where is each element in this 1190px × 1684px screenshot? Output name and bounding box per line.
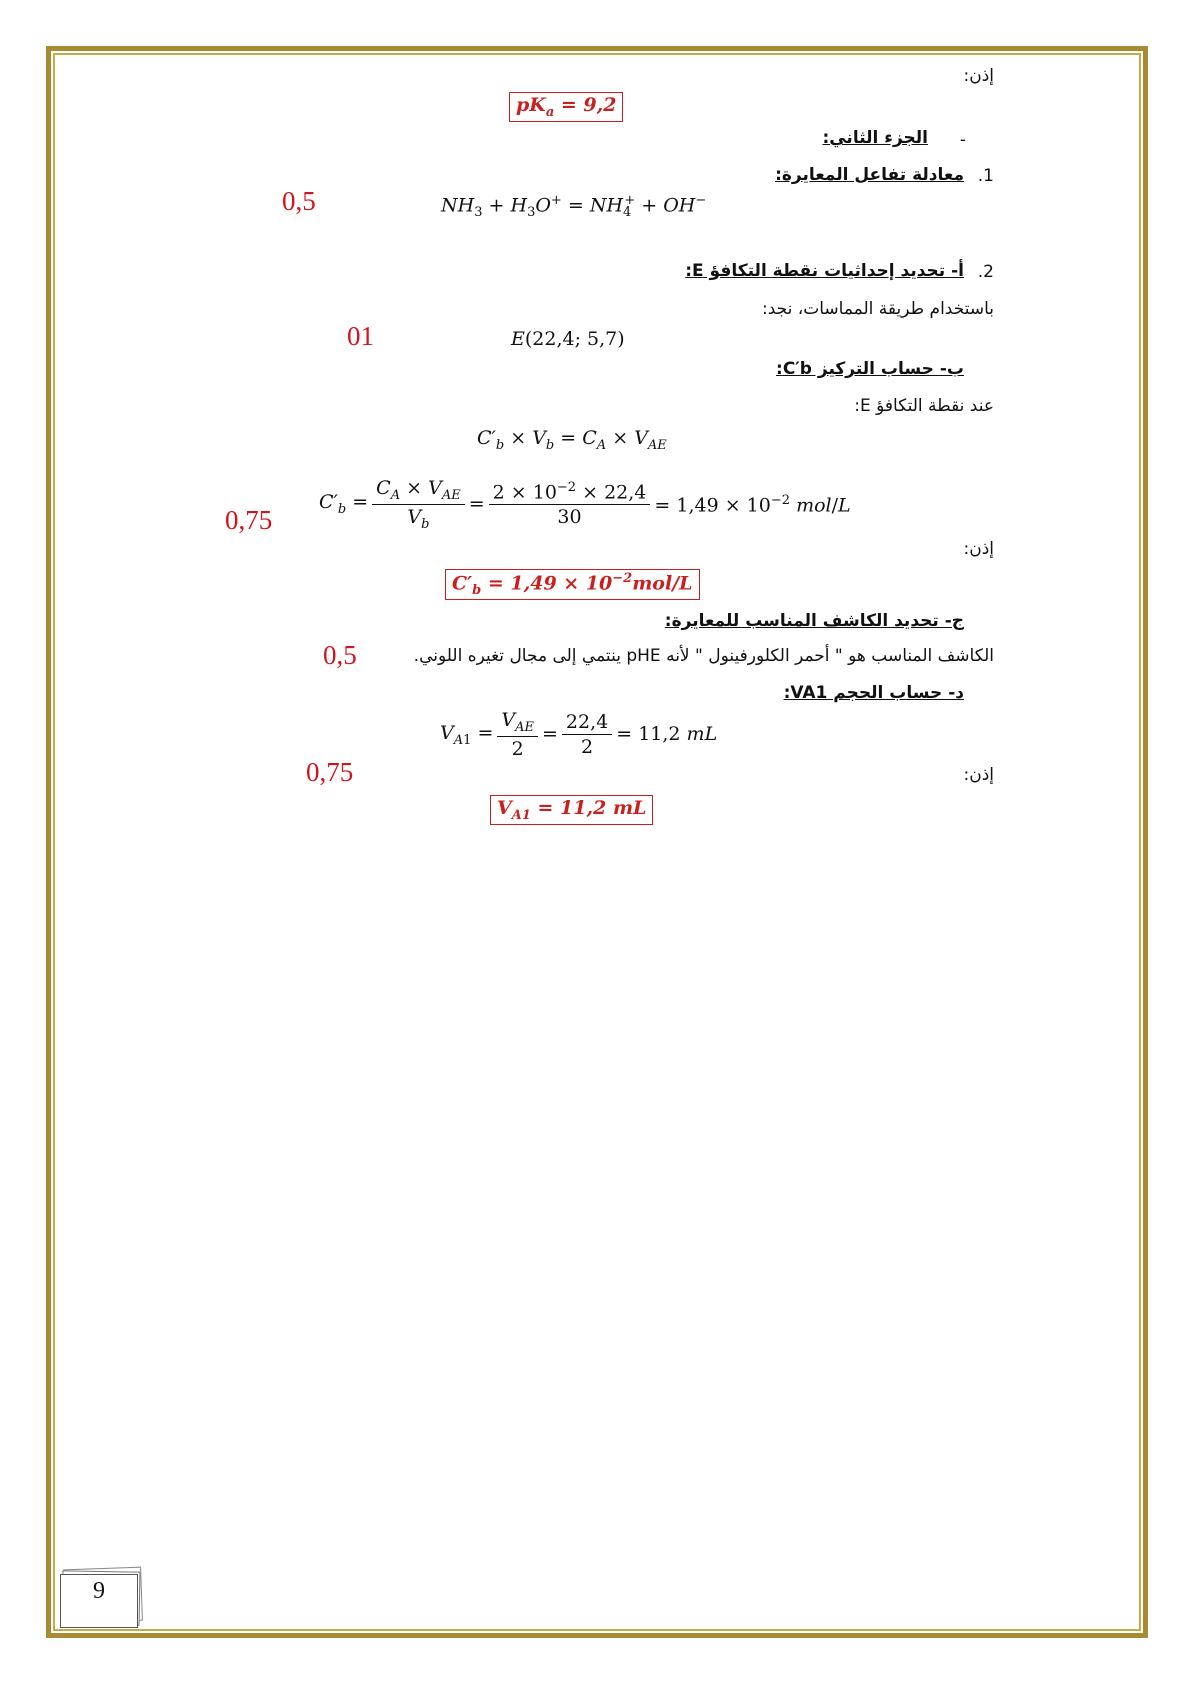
part-two-heading: الجزء الثاني:	[822, 128, 928, 148]
q2c-heading: ج- تحديد الكاشف المناسب للمعايرة:	[664, 611, 964, 631]
score-q1: 0,5	[282, 186, 316, 216]
indicator-explanation: الكاشف المناسب هو " أحمر الكلورفينول " لأنه pHE ينتمي إلى مجال تغيره اللوني.	[413, 646, 994, 666]
at-equivalence-text: عند نقطة التكافؤ E:	[854, 396, 994, 416]
therefore-label-1: إذن:	[963, 66, 994, 86]
page-number: 9	[93, 1578, 105, 1604]
score-q2c: 0,5	[323, 640, 357, 670]
pka-result-box: $pK_a = 9,2$	[509, 92, 623, 122]
score-q2d: 0,75	[306, 757, 354, 787]
q2-number: 2.	[977, 262, 994, 282]
equivalence-point: E(22,4; 5,7)	[511, 328, 625, 350]
score-q2a: 01	[347, 321, 374, 351]
equivalence-relation: $C'_b \times V_b = C_A \times V_{AE}$	[477, 427, 667, 453]
therefore-label-3: إذن:	[963, 765, 994, 785]
cb-result-box: $C'_b = 1,49 \times 10^{-2}mol/L$	[445, 569, 700, 600]
therefore-label-2: إذن:	[963, 539, 994, 559]
score-q2b: 0,75	[225, 505, 273, 535]
q2d-heading: د- حساب الحجم VA1:	[783, 683, 964, 703]
q2a-heading: أ- تحديد إحداثيات نقطة التكافؤ E:	[685, 261, 964, 281]
va1-result-box: $V_{A1} = 11,2$ mL	[490, 795, 653, 825]
reaction-equation: $NH_3 + H_3O^+ = NH_4^+ + OH^-$	[441, 193, 707, 221]
tangent-method-text: باستخدام طريقة المماسات، نجد:	[761, 299, 994, 319]
cb-calculation: $C'_b$ = $\frac{C_A \times V_{AE}}{V_b}$ = $\frac{2 \times 10^{-2} \times 22,4}{30}$ = $1,49 \times 10^{-2}$ mol/L	[319, 477, 851, 532]
q1-heading: معادلة تفاعل المعايرة:	[775, 165, 964, 185]
q2b-heading: ب- حساب التركيز C′b:	[776, 359, 964, 379]
va1-calculation: $V_{A1}$ = $\frac{V_{AE}}{2}$ = $\frac{22,4}{2}$ = 11,2 mL	[440, 709, 718, 760]
part-two-dash: -	[959, 130, 966, 150]
q1-number: 1.	[977, 166, 994, 186]
page-frame-inner	[53, 53, 1141, 1631]
